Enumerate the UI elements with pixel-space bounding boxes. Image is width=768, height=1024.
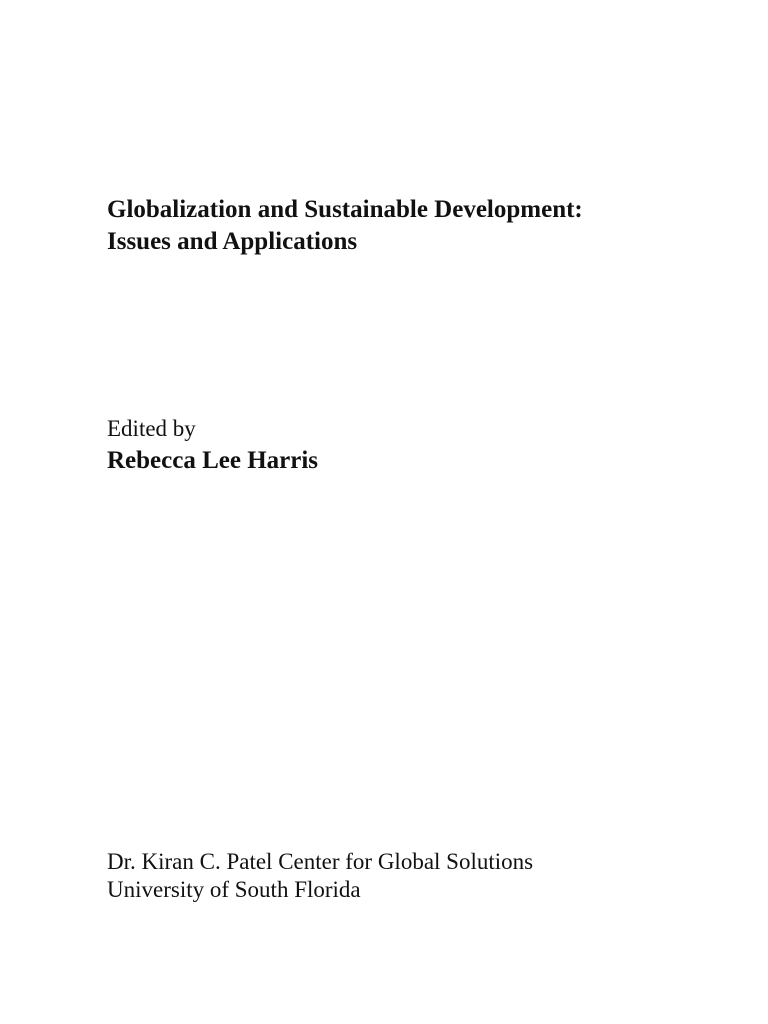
title-line-2: Issues and Applications [107, 228, 358, 255]
publisher-university: University of South Florida [107, 877, 361, 902]
title-line-1: Globalization and Sustainable Development: [107, 196, 583, 223]
edited-by-label: Edited by [107, 416, 196, 441]
editor-credit [107, 415, 707, 478]
editor-name: Rebecca Lee Harris [107, 447, 319, 474]
publisher-info [107, 848, 747, 904]
publisher-center: Dr. Kiran C. Patel Center for Global Solutions [107, 849, 534, 874]
book-title [107, 194, 727, 258]
